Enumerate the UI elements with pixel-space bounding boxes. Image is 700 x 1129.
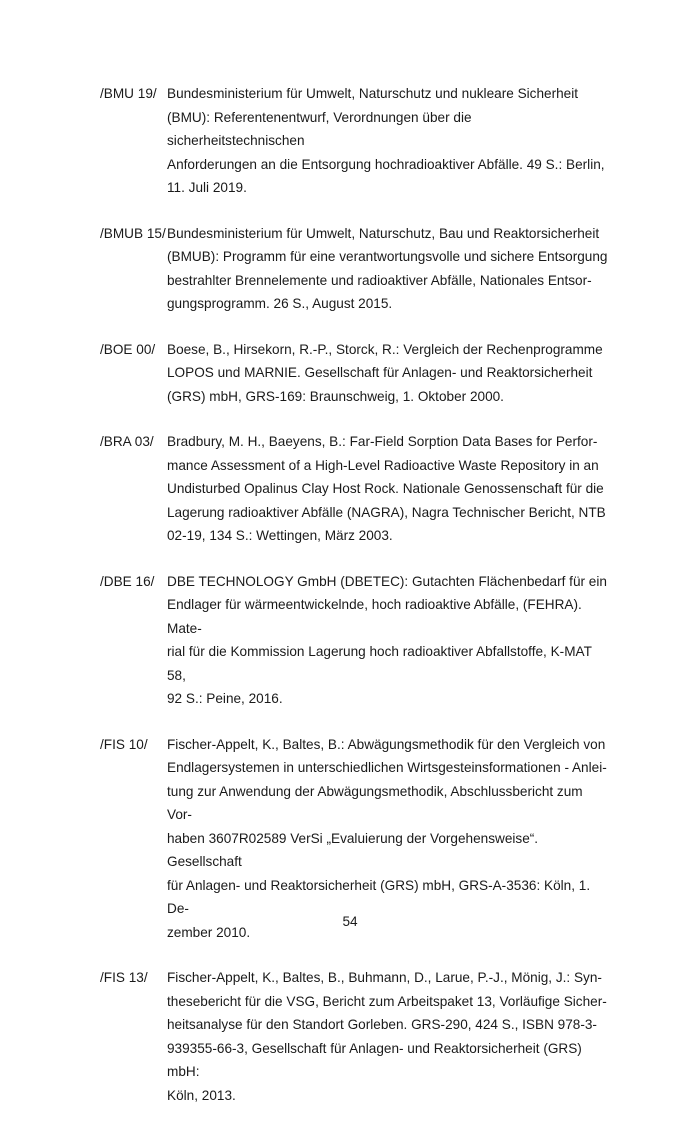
reference-key: /BMU 19/ <box>100 86 157 101</box>
reference-text: Fischer-Appelt, K., Baltes, B., Buhmann, D., Larue, P.-J., Mönig, J.: Syn- thesebericht für die VSG, Bericht zum Arbeitspaket 13, Vorläufige Sicher- heitsanalyse für den Standort Gorleben. GRS-290, 424 S., ISBN 978-3- 939355-66-3, Gesellschaft für Anlagen- und Reaktorsicherheit (GRS) mbH: Köln, 2013. <box>167 970 607 1103</box>
reference-key: /BRA 03/ <box>100 434 154 449</box>
reference-key: /BOE 00/ <box>100 341 156 357</box>
reference-list <box>100 82 610 1129</box>
reference-text: Boese, B., Hirsekorn, R.-P., Storck, R.: Vergleich der Rechenprogramme LOPOS und MARNIE. Gesellschaft für Anlagen- und Reaktorsicherheit (GRS) mbH, GRS-169: Braunschweig, 1. Oktober 2000. <box>167 341 603 404</box>
reference-key: /DBE 16/ <box>100 573 155 589</box>
reference-text: Bundesministerium für Umwelt, Naturschutz und nukleare Sicherheit (BMU): Referentenentwurf, Verordnungen über die sicherheitstechnischen Anforderungen an die Entsorgung hochradioaktiver Abfälle. 49 S.: Berlin, 11. Juli 2019. <box>167 86 605 195</box>
reference-text: DBE TECHNOLOGY GmbH (DBETEC): Gutachten Flächenbedarf für ein Endlager für wärmeentwickelnde, hoch radioaktive Abfälle, (FEHRA). Mate- rial für die Kommission Lagerung hoch radioaktiver Abfallstoffe, K-MAT 58, 92 S.: Peine, 2016. <box>167 573 607 706</box>
reference-text: Fischer-Appelt, K., Baltes, B.: Abwägungsmethodik für den Vergleich von Endlagersystemen in unterschiedlichen Wirtsgesteinsformationen - Anlei- tung zur Anwendung der Abwägungsmethodik, Abschlussbericht zum Vor- haben 3607R02589 VerSi „Evaluierung der Vorgehensweise“. Gesellschaft für Anlagen- und Reaktorsicherheit (GRS) mbH, GRS-A-3536: Köln, 1. De- zember 2010. <box>167 736 607 940</box>
reference-key: /BMUB 15/ <box>100 225 166 241</box>
reference-entry <box>100 82 610 200</box>
reference-entry <box>100 570 610 711</box>
reference-entry <box>100 966 610 1107</box>
reference-entry <box>100 338 610 409</box>
reference-text: Bradbury, M. H., Baeyens, B.: Far-Field Sorption Data Bases for Perfor- mance Assessment of a High-Level Radioactive Waste Repository in an Undisturbed Opalinus Clay Host Rock. Nationale Genossenschaft für die Lagerung radioaktiver Abfälle (NAGRA), Nagra Technischer Bericht, NTB 02-19, 134 S.: Wettingen, März 2003. <box>167 434 606 543</box>
reference-entry <box>100 222 610 316</box>
page-number: 54 <box>342 914 358 929</box>
reference-text: Bundesministerium für Umwelt, Naturschutz, Bau und Reaktorsicherheit (BMUB): Programm für eine verantwortungsvolle und sichere Entsorgung bestrahlter Brennelemente und radioaktiver Abfälle, Nationales Entsor- gungsprogramm. 26 S., August 2015. <box>167 225 608 311</box>
reference-entry <box>100 430 610 548</box>
reference-key: /FIS 13/ <box>100 970 148 985</box>
reference-key: /FIS 10/ <box>100 736 148 752</box>
